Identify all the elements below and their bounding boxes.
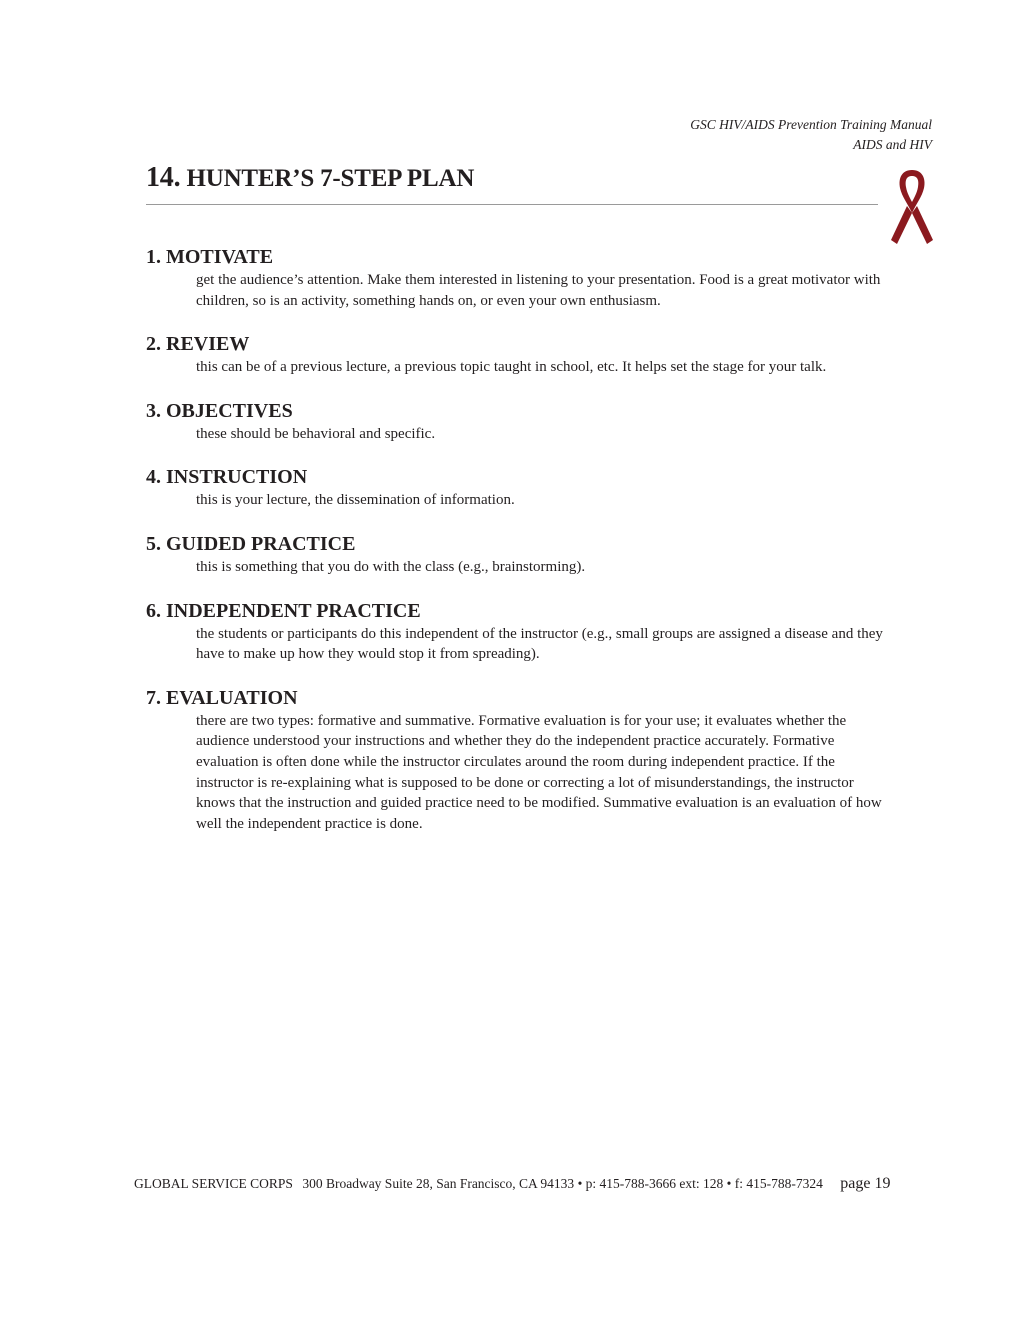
step-description: this is something that you do with the class (e.g., brainstorming). <box>196 558 586 575</box>
step-description: there are two types: formative and summative. Formative evaluation is for your use; it evaluates whether the audience understood your instructions and whether they do the independent practice accurately. Formative evaluation is often done while the instructor circulates around the room during independent practice. If the instructor is re-explaining what is supposed to be done or correcting a lot of misunderstandings, the instructor knows that the instruction and guided practice need to be modified. Summative evaluation is an evaluation of how well the independent practice is done. <box>196 712 882 832</box>
step-heading: 6. INDEPENDENT PRACTICE <box>146 599 421 622</box>
step-description: this is your lecture, the dissemination of information. <box>196 492 515 509</box>
footer-org-name: GLOBAL SERVICE CORPS <box>134 1176 293 1191</box>
running-header <box>690 115 932 155</box>
step-description: these should be behavioral and specific. <box>196 425 436 442</box>
step-heading: 7. EVALUATION <box>146 686 298 709</box>
step-objectives <box>146 398 886 445</box>
step-review <box>146 331 886 378</box>
page-footer <box>134 1174 890 1194</box>
step-description: this can be of a previous lecture, a previous topic taught in school, etc. It helps set the stage for your talk. <box>196 359 827 376</box>
footer-address: 300 Broadway Suite 28, San Francisco, CA 94133 <box>302 1176 575 1191</box>
page-title <box>146 162 474 194</box>
step-heading: 2. REVIEW <box>146 333 250 356</box>
title-divider <box>146 204 878 205</box>
step-independent-practice <box>146 598 886 665</box>
footer-fax: • f: 415-788-7324 <box>726 1176 823 1191</box>
section-name: AIDS and HIV <box>853 137 932 152</box>
step-motivate <box>146 244 886 311</box>
steps-list <box>146 244 886 834</box>
step-instruction <box>146 464 886 511</box>
step-heading: 1. MOTIVATE <box>146 246 274 268</box>
chapter-title: HUNTER’S 7-STEP PLAN <box>186 165 475 192</box>
step-guided-practice <box>146 531 886 578</box>
step-heading: 3. OBJECTIVES <box>146 399 293 422</box>
awareness-ribbon-icon <box>887 166 937 248</box>
footer-phone: • p: 415-788-3666 ext: 128 <box>577 1176 724 1191</box>
page-number: page 19 <box>840 1175 891 1192</box>
step-heading: 5. GUIDED PRACTICE <box>146 532 356 555</box>
step-heading: 4. INSTRUCTION <box>146 466 308 489</box>
step-description: get the audience’s attention. Make them interested in listening to your presentation. Food is a great motivator with children, so is an activity, something hands on, or even your own enthusiasm. <box>196 272 881 309</box>
chapter-number: 14. <box>146 162 181 193</box>
manual-title: GSC HIV/AIDS Prevention Training Manual <box>690 117 932 132</box>
step-evaluation <box>146 685 886 835</box>
step-description: the students or participants do this independent of the instructor (e.g., small groups are assigned a disease and they have to make up how they would stop it from spreading). <box>196 625 883 663</box>
